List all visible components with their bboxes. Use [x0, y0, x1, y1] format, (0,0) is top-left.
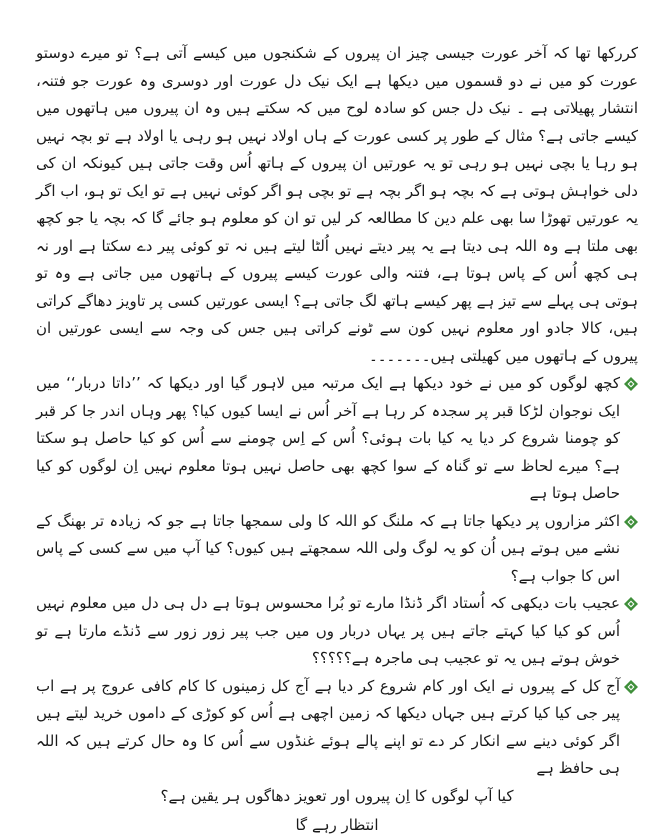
list-item	[36, 590, 638, 673]
list-item-text: اکثر مزاروں پر دیکھا جاتا ہے کہ ملنگ کو اللہ کا ولی سمجھا جاتا ہے جو کہ زیادہ تر بھنگ کے نشے میں ہوتے ہیں اُن کو یہ لوگ ولی اللہ سمجھتے ہیں کیوں؟ کیا آپ میں سے کسی کے پاس اس کا جواب ہے؟	[36, 511, 620, 585]
green-diamond-bullet-icon	[624, 597, 638, 611]
intro-paragraph: کررکھا تھا کہ آخر عورت جیسی چیز ان پیروں کے شکنجوں میں کیسے آتی ہے؟ تو میرے دوستو عورت کو میں نے دو قسموں میں دیکھا ہے ایک نیک دل عورت اور دوسری وہ عورت جو فتنہ، انتشار پھیلاتی ہے ۔ نیک دل جس کو سادہ لوح میں کہ سکتے ہیں وہ ان پیروں میں ہاتھوں میں کیسے جاتی ہے؟ مثال کے طور پر کسی عورت کے ہاں اولاد نہیں ہو رہی یا اولاد ہے تو بچہ نہیں ہو رہا یا بچی نہیں ہو رہی تو یہ عورتیں ان پیروں کے ہاتھ اُس وقت جاتی ہیں کیونکہ ان کی دلی خواہش ہوتی ہے کہ بچہ ہو اگر بچہ ہے تو بچی ہو اگر کوئی نہیں ہے تو ایک تو ہو، اب اگر یہ عورتیں تھوڑا سا بھی علم دین کا مطالعہ کر لیں تو ان کو معلوم ہو جائے گا کہ بچہ یا جو کچھ بھی ملتا ہے وہ اللہ ہی دیتا ہے یہ پیر دیتے نہیں اُلٹا لیتے ہیں نہ تو کوئی پیر دے سکتا ہے اور نہ ہی کچھ اُس کے پاس ہوتا ہے، فتنہ والی عورت کیسے پیروں کے ہاتھوں میں جاتی ہے وہ تو ہوتی ہی پہلے سے تیز ہے پھر کیسے ہاتھ لگ جاتی ہے؟ ایسی عورتیں کسی پر تاویز دھاگے کراتی ہیں، کالا جادو اور معلوم نہیں کون سے ٹونے کراتی ہیں جس کی وجہ سے ایسی عورتیں ان پیروں کے ہاتھوں میں کھیلتی ہیں۔۔۔۔۔۔۔	[36, 44, 638, 365]
list-item	[36, 508, 638, 591]
closing-question: کیا آپ لوگوں کا اِن پیروں اور تعویز دھاگوں ہر یقین ہے؟	[160, 786, 514, 805]
sign-off: انتظار رہے گا	[295, 816, 379, 834]
list-item-text: کچھ لوگوں کو میں نے خود دیکھا ہے ایک مرتبہ میں لاہور گیا اور دیکھا کہ ’’داتا دربار‘‘ میں ایک نوجوان لڑکا قبر پر سجدہ کر رہا ہے آخر اُس نے ایسا کیوں کیا؟ پھر وہاں اندر جا کر قبر کو چومنا شروع کر دیا یہ کیا بات ہوئی؟ اُس کے اِس چومنے سے اُس کو کیا حاصل ہو سکتا ہے؟ میرے لحاظ سے تو گناہ کے سوا کچھ بھی حاصل نہیں ہوتا معلوم نہیں اِن لوگوں کو کیا حاصل ہوتا ہے	[36, 374, 620, 502]
green-diamond-bullet-icon	[624, 515, 638, 529]
green-diamond-bullet-icon	[624, 680, 638, 694]
list-item-text: عجیب بات دیکھی کہ اُستاد اگر ڈنڈا مارے تو بُرا محسوس ہوتا ہے دل ہی دل میں معلوم نہیں اُس کو کیا کیا کہتے جاتے ہیں پر یہاں دربار وں میں جب پیر زور زور سے ڈنڈے مارتا ہے تو خوش ہوتے ہیں یہ تو عجیب ہی ماجرہ ہے؟؟؟؟؟	[36, 594, 620, 667]
list-item	[36, 673, 638, 783]
green-diamond-bullet-icon	[624, 377, 638, 391]
list-item	[36, 370, 638, 508]
list-item-text: آج کل کے پیروں نے ایک اور کام شروع کر دیا ہے آج کل زمینوں کا کام کافی عروج پر ہے اب پیر جی کیا کیا کرتے ہیں جہاں دیکھا کہ زمین اچھی ہے اُس کو کوڑی کے داموں خرید لیتے ہیں اگر کوئی دینے سے انکار کر دے تو اپنے پالے ہوئے غنڈوں سے اُس کا وہ حال کرتے ہیں کہ اللہ ہی حافظ ہے	[36, 676, 620, 777]
